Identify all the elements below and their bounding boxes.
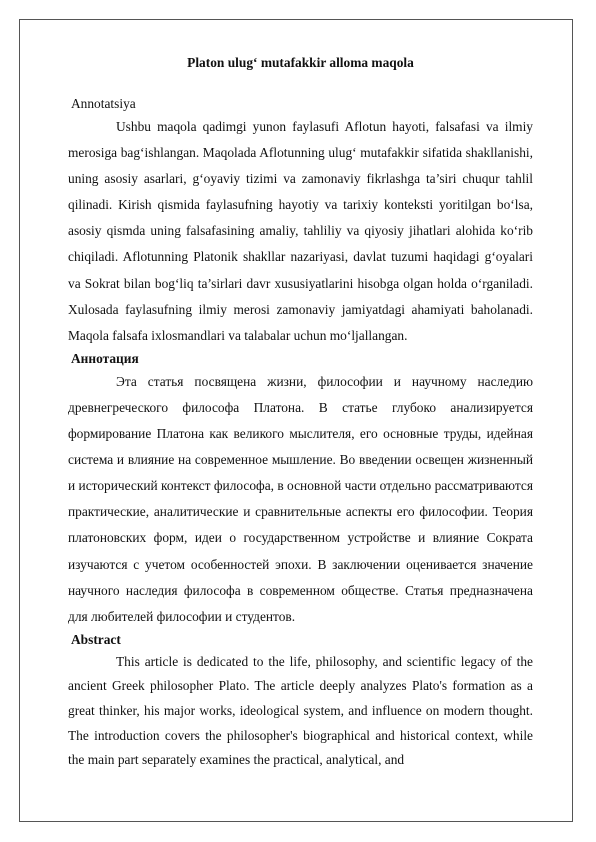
paragraph-annotatsiya-ru: Эта статья посвящена жизни, философии и научному наследию древнегреческого философа Платона. В статье глубоко анализируется формирование Платона как великого мыслителя, его основные труды, идейная система и влияние на современное мышление. Во введении освещен жизненный и исторический контекст философа, в основной части отдельно рассматриваются практические, аналитические и сравнительные аспекты его философии. Теория платоновских форм, идеи о государственном устройстве и влияние Сократа изучаются с учетом особенностей эпохи. В заключении оценивается значение научного наследия философа в современном обществе. Статья предназначена для любителей философии и студентов.	[68, 373, 533, 624]
article-title: Platon ulug‘ mutafakkir alloma maqola	[187, 55, 414, 70]
paragraph-annotatsiya: Ushbu maqola qadimgi yunon faylasufi Aflotun hayoti, falsafasi va ilmiy merosiga bag‘ishlangan. Maqolada Aflotunning ulug‘ mutafakkir sifatida shakllanishi, uning asosiy asarlari, g‘oyaviy tizimi va zamonaviy fikrlashga ta’siri chuqur tahlil qilinadi. Kirish qismida faylasufning hayotiy va tarixiy konteksti yoritilgan bo‘lsa, asosiy qismda uning falsafasining amaliy, tahliliy va qiyosiy jihatlari alohida ko‘rib chiqiladi. Aflotunning Platonik shakllar nazariyasi, davlat tuzumi haqidagi g‘oyalari va Sokrat bilan bog‘liq ta’sirlari davr xususiyatlarini hisobga olgan holda o‘rganiladi. Xulosada faylasufning ilmiy merosi zamonaviy jamiyatdagi ahamiyati baholanadi. Maqola falsafa ixlosmandlari va talabalar uchun mo‘ljallangan.	[68, 119, 533, 343]
heading-annotatsiya: Annotatsiya	[71, 96, 136, 111]
article-body	[68, 54, 533, 773]
paragraph-abstract: This article is dedicated to the life, philosophy, and scientific legacy of the ancient Greek philosopher Plato. The article deeply analyzes Plato's formation as a great thinker, his major works, ideological system, and influence on modern thought. The introduction covers the philosopher's biographical and historical context, while the main part separately examines the practical, analytical, and	[68, 653, 533, 768]
heading-abstract: Abstract	[71, 631, 121, 647]
heading-annotatsiya-ru: Аннотация	[71, 350, 139, 366]
